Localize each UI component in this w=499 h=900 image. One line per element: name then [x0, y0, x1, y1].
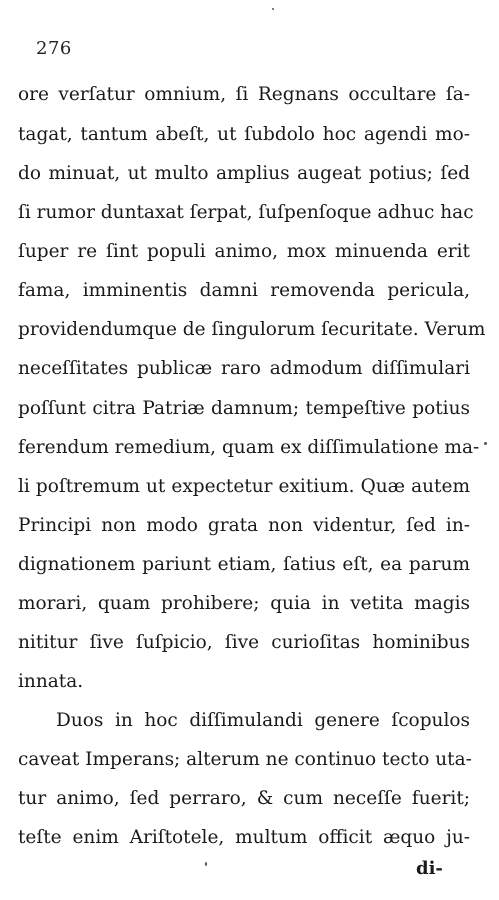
text-line-13: dignationem pariunt etiam, ſatius eſt, ea parum — [18, 554, 470, 575]
print-speck — [205, 862, 207, 866]
text-line-6: fama, imminentis damni removenda pericula, — [18, 280, 470, 301]
text-line-7: providendumque de ſingulorum ſecuritate. Verum — [18, 319, 486, 340]
text-line-19: tur animo, ſed perraro, & cum neceſſe fuerit; — [18, 788, 470, 809]
text-line-9: poſſunt citra Patriæ damnum; tempeſtive potius — [18, 398, 470, 419]
text-line-4: ſi rumor duntaxat ſerpat, ſuſpenſoque adhuc hac — [18, 202, 474, 223]
print-speck — [484, 442, 487, 445]
text-line-2: tagat, tantum abeſt, ut ſubdolo hoc agendi mo- — [18, 124, 470, 145]
text-line-3: do minuat, ut multo amplius augeat potius; ſed — [18, 163, 470, 184]
catchword: di- — [416, 858, 443, 879]
text-line-16: innata. — [18, 671, 84, 692]
text-line-15: nititur ſive ſuſpicio, ſive curioſitas hominibus — [18, 632, 470, 653]
text-line-18: caveat Imperans; alterum ne continuo tecto uta- — [18, 749, 472, 770]
text-line-8: neceſſitates publicæ raro admodum diſſimulari — [18, 358, 470, 379]
text-line-14: morari, quam prohibere; quia in vetita magis — [18, 593, 470, 614]
text-line-11: li poſtremum ut expectetur exitium. Quæ autem — [18, 476, 470, 497]
text-line-10: ferendum remedium, quam ex diſſimulatione ma- — [18, 437, 480, 458]
text-line-20: teſte enim Ariſtotele, multum officit æquo ju- — [18, 827, 470, 848]
text-line-1: ore verſatur omnium, ſi Regnans occultare ſa- — [18, 84, 470, 105]
page-number: 276 — [36, 38, 72, 59]
text-line-17: Duos in hoc diſſimulandi genere ſcopulos — [56, 710, 470, 731]
print-speck — [272, 8, 274, 10]
text-line-12: Principi non modo grata non videntur, ſed in- — [18, 515, 470, 536]
text-line-5: ſuper re ſint populi animo, mox minuenda erit — [18, 241, 470, 262]
